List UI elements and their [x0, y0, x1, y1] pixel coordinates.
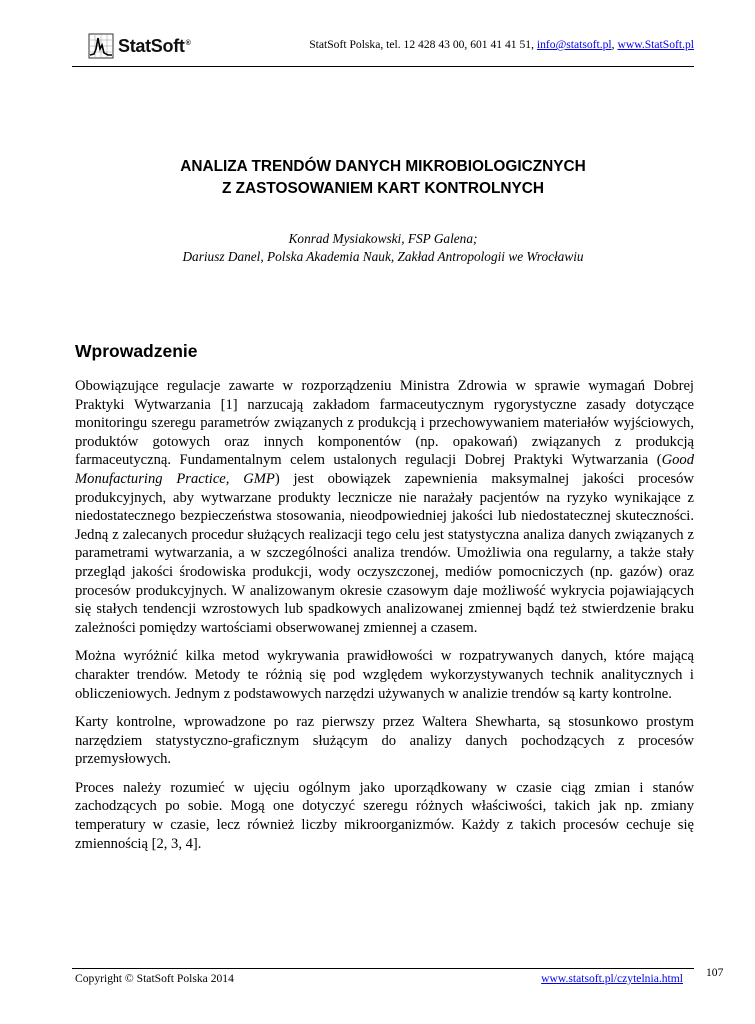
footer-link[interactable]: www.statsoft.pl/czytelnia.html [541, 972, 683, 985]
footer-divider [72, 968, 694, 969]
header-divider [72, 66, 694, 67]
statsoft-logo[interactable] [88, 28, 190, 64]
footer-link-wrap [541, 972, 683, 985]
email-link[interactable]: info@statsoft.pl [536, 38, 612, 51]
paragraph-1: Obowiązujące regulacje zawarte w rozporządzeniu Ministra Zdrowia w sprawie wymagań Dobrej Praktyki Wytwarzania [1] narzucają zakładom farmaceutycznym rygorystyczne zasady dotyczące monitoringu szeregu parametrów związanych z produkcją i przechowywaniem materiałów wyjściowych, produktów gotowych oraz innych komponentów (np. opakowań) związanych z produkcją farmaceutyczną. Fundamentalnym celem ustalonych regulacji Dobrej Praktyki Wytwarzania (Good Monufacturing Practice, GMP) jest obowiązek zapewnienia maksymalnej jakości procesów produkcyjnych, aby wytwarzane produkty lecznicze nie narażały pacjentów na ryzyko wynikające z niedostatecznego bezpieczeństwa stosowania, nieodpowiedniej jakości lub niedostatecznej skuteczności. Jedną z zalecanych procedur służących realizacji tego celu jest statystyczna analiza danych związanych z parametrami wytwarzania, a w szczególności analiza trendów. Umożliwia ona regularny, a także stały przegląd jakości środowiska produkcji, wody oczyszczonej, mediów pomocniczych (np. gazów) oraz procesów produkcyjnych. W analizowanym okresie czasowym daje możliwość wykrycia pojawiających się stałych tendencji wzrostowych lub spadkowych analizowanej zmiennej bądź też stwierdzenie braku zależności pomiędzy wartościami obserwowanej zmiennej a czasem. [75, 378, 695, 636]
paragraph-2: Można wyróżnić kilka metod wykrywania prawidłowości w rozpatrywanych danych, które mającą charakter trendów. Metody te różnią się pod względem wykorzystywanych technik analitycznych i obliczeniowych. Jednym z podstawowych narzędzi używanych w analizie trendów są karty kontrolne. [75, 648, 694, 702]
page-header [88, 28, 694, 64]
authors-line-2: Dariusz Danel, Polska Akademia Nauk, Zakład Antropologii we Wrocławiu [182, 249, 584, 264]
section-heading: Wprowadzenie [75, 341, 198, 361]
paragraph-3: Karty kontrolne, wprowadzone po raz pierwszy przez Waltera Shewharta, są stosunkowo prostym narzędziem statystyczno-graficznym służącym do analizy danych pochodzących z procesów przemysłowych. [75, 714, 694, 768]
page-number: 107 [706, 966, 724, 979]
article-body [75, 377, 694, 863]
logo-wordmark: StatSoft® [118, 35, 191, 56]
paragraph-4: Proces należy rozumieć w ujęciu ogólnym jako uporządkowany w czasie ciąg zmian i stanów zachodzących po sobie. Mogą one dotyczyć szeregu różnych właściwości, takich jak np. zmiany temperatury w czasie, lecz również liczby mikroorganizmów. Każdy z takich procesów cechuje się zmiennością [2, 3, 4]. [75, 779, 694, 852]
title-line-1: ANALIZA TRENDÓW DANYCH MIKROBIOLOGICZNYCH [180, 158, 586, 175]
title-line-2: Z ZASTOSOWANIEM KART KONTROLNYCH [221, 180, 545, 197]
authors-line-1: Konrad Mysiakowski, FSP Galena; [288, 231, 478, 246]
contact-info: StatSoft Polska, tel. 12 428 43 00, 601 41 41 51, info@statsoft.pl, www.StatSoft.pl [309, 38, 694, 51]
website-link[interactable]: www.StatSoft.pl [617, 38, 694, 51]
article-title [72, 156, 694, 200]
contact-text: StatSoft Polska, tel. 12 428 43 00, 601 41 41 51, [309, 38, 537, 51]
footer-copyright: Copyright © StatSoft Polska 2014 [75, 972, 234, 985]
chart-logo-icon [88, 33, 114, 59]
authors-block [72, 230, 694, 266]
